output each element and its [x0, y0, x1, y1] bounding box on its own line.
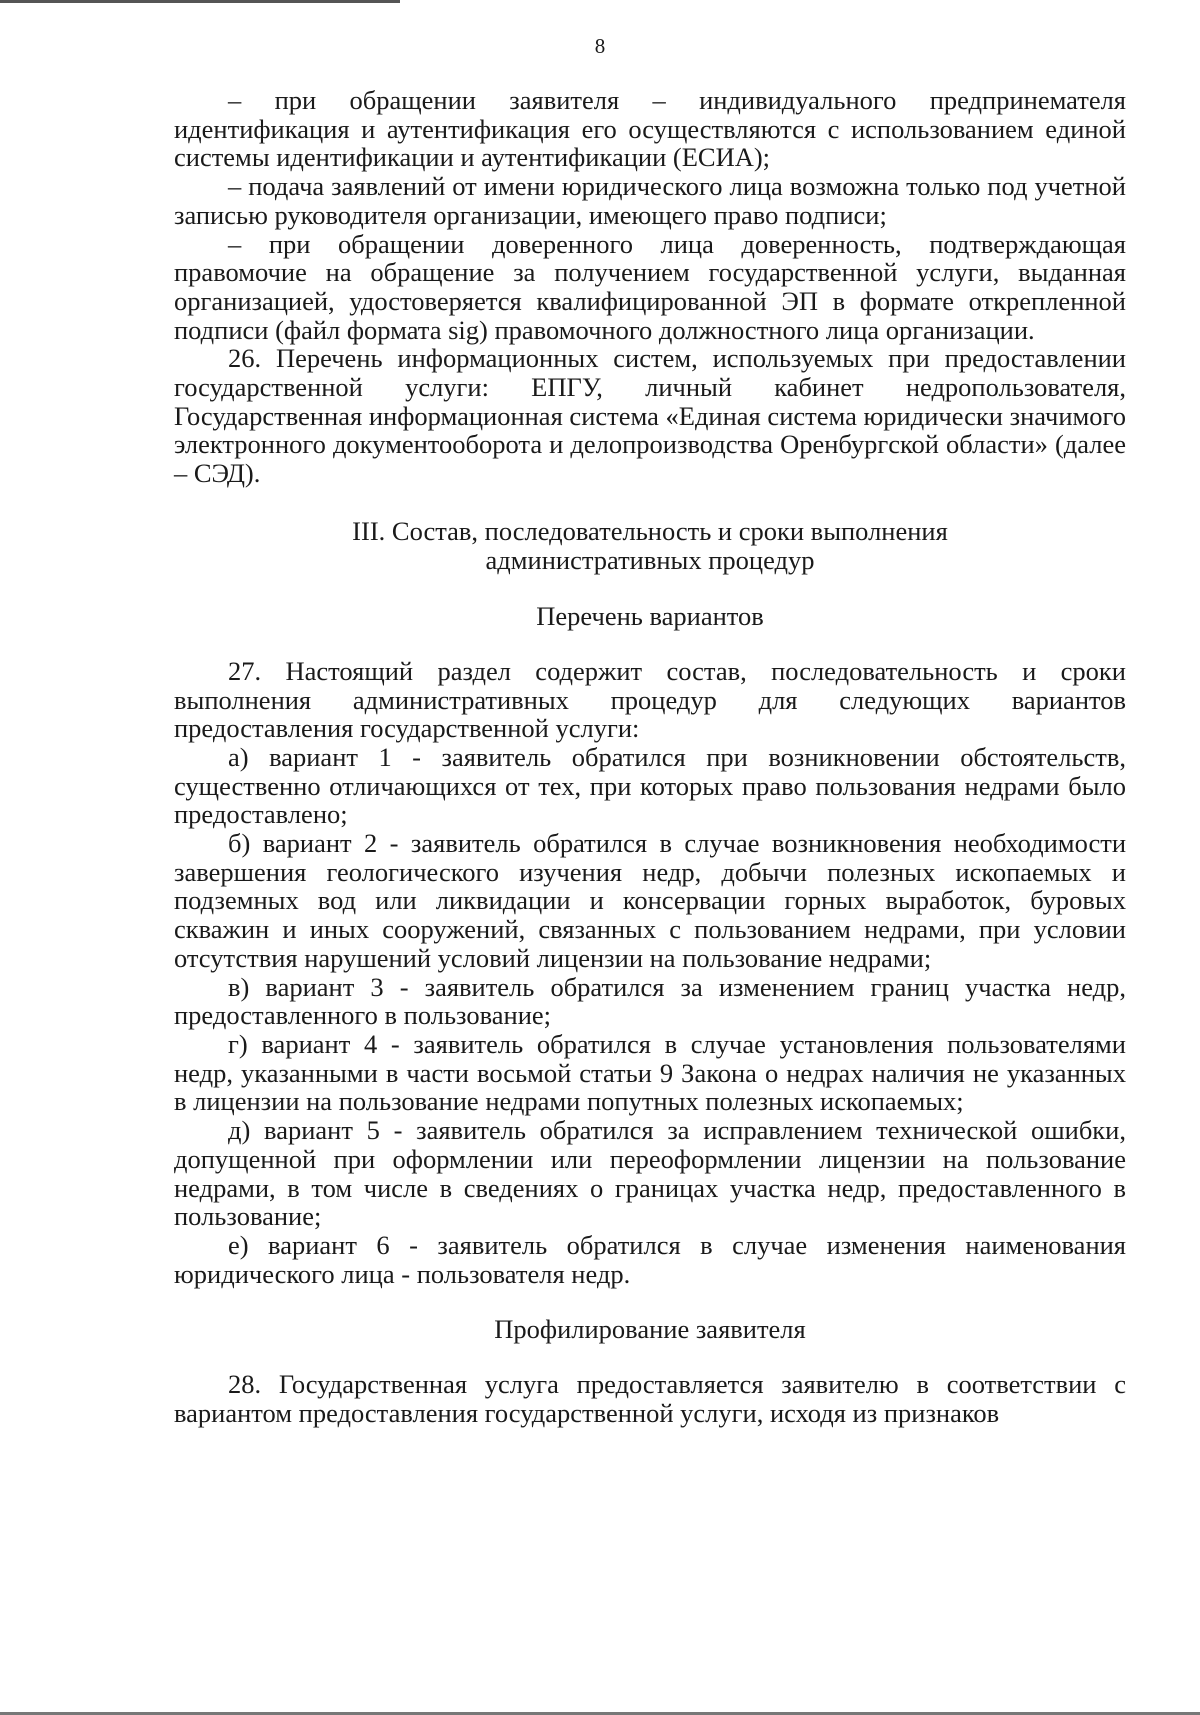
- section-title-line-1: III. Состав, последовательность и сроки выполнения: [352, 515, 948, 546]
- subheading-profiling: Профилирование заявителя: [494, 1314, 806, 1345]
- paragraph-legal-entity-account: – подача заявлений от имени юридического лица возможна только под учетной записью руководителя организации, имеющего право подписи;: [174, 171, 1126, 230]
- paragraph-26-information-systems: 26. Перечень информационных систем, используемых при предоставлении государственной услуги: ЕПГУ, личный кабинет недропользователя, Государственная информационная система «Единая система юридически значимого электронного документооборота и делопроизводства Оренбургской области» (далее – СЭД).: [174, 343, 1126, 489]
- section-title-line-2: административных процедур: [485, 544, 815, 575]
- list-item-variant-1: а) вариант 1 - заявитель обратился при возникновении обстоятельств, существенно отличающихся от тех, при которых право пользования недрами было предоставлено;: [174, 741, 1126, 830]
- top-edge-rule: [0, 0, 400, 3]
- subheading-variants: Перечень вариантов: [536, 600, 764, 631]
- list-item-variant-2: б) вариант 2 - заявитель обратился в случае возникновения необходимости завершения геологического изучения недр, добычи полезных ископаемых и подземных вод или ликвидации и консервации горных выработок, буровых скважин и иных сооружений, связанных с пользованием недрами, при условии отсутствия нарушений условий лицензии на пользование недрами;: [174, 828, 1126, 973]
- paragraph-esia-entrepreneur: – при обращении заявителя – индивидуального предпринемателя идентификация и аутентификация его осуществляются с использованием единой системы идентификации и аутентификации (ЕСИА);: [174, 85, 1126, 173]
- paragraph-27-intro: 27. Настоящий раздел содержит состав, последовательность и сроки выполнения административных процедур для следующих вариантов предоставления государственной услуги:: [174, 655, 1126, 744]
- paragraph-28: 28. Государственная услуга предоставляется заявителю в соответствии с вариантом предоставления государственной услуги, исходя из признаков: [174, 1369, 1126, 1429]
- list-item-variant-4: г) вариант 4 - заявитель обратился в случае установления пользователями недр, указанными в части восьмой статьи 9 Закона о недрах наличия не указанных в лицензии на пользование недрами попутных полезных ископаемых;: [174, 1028, 1126, 1117]
- list-item-variant-6: е) вариант 6 - заявитель обратился в случае изменения наименования юридического лица - пользователя недр.: [174, 1229, 1126, 1289]
- document-body: [174, 86, 1126, 1428]
- paragraph-power-of-attorney: – при обращении доверенного лица доверенность, подтверждающая правомочие на обращение за получением государственной услуги, выданная организацией, удостоверяется квалифицированной ЭП в формате открепленной подписи (файл формата sig) правомочного должностного лица организации.: [174, 228, 1126, 345]
- list-item-variant-3: в) вариант 3 - заявитель обратился за изменением границ участка недр, предоставленного в пользование;: [174, 971, 1126, 1031]
- section-title: [174, 517, 1126, 575]
- page-number: 8: [594, 34, 606, 58]
- list-item-variant-5: д) вариант 5 - заявитель обратился за исправлением технической ошибки, допущенной при оформлении или переоформлении лицензии на пользование недрами, в том числе в сведениях о границах участка недр, предоставленного в пользование;: [174, 1115, 1126, 1232]
